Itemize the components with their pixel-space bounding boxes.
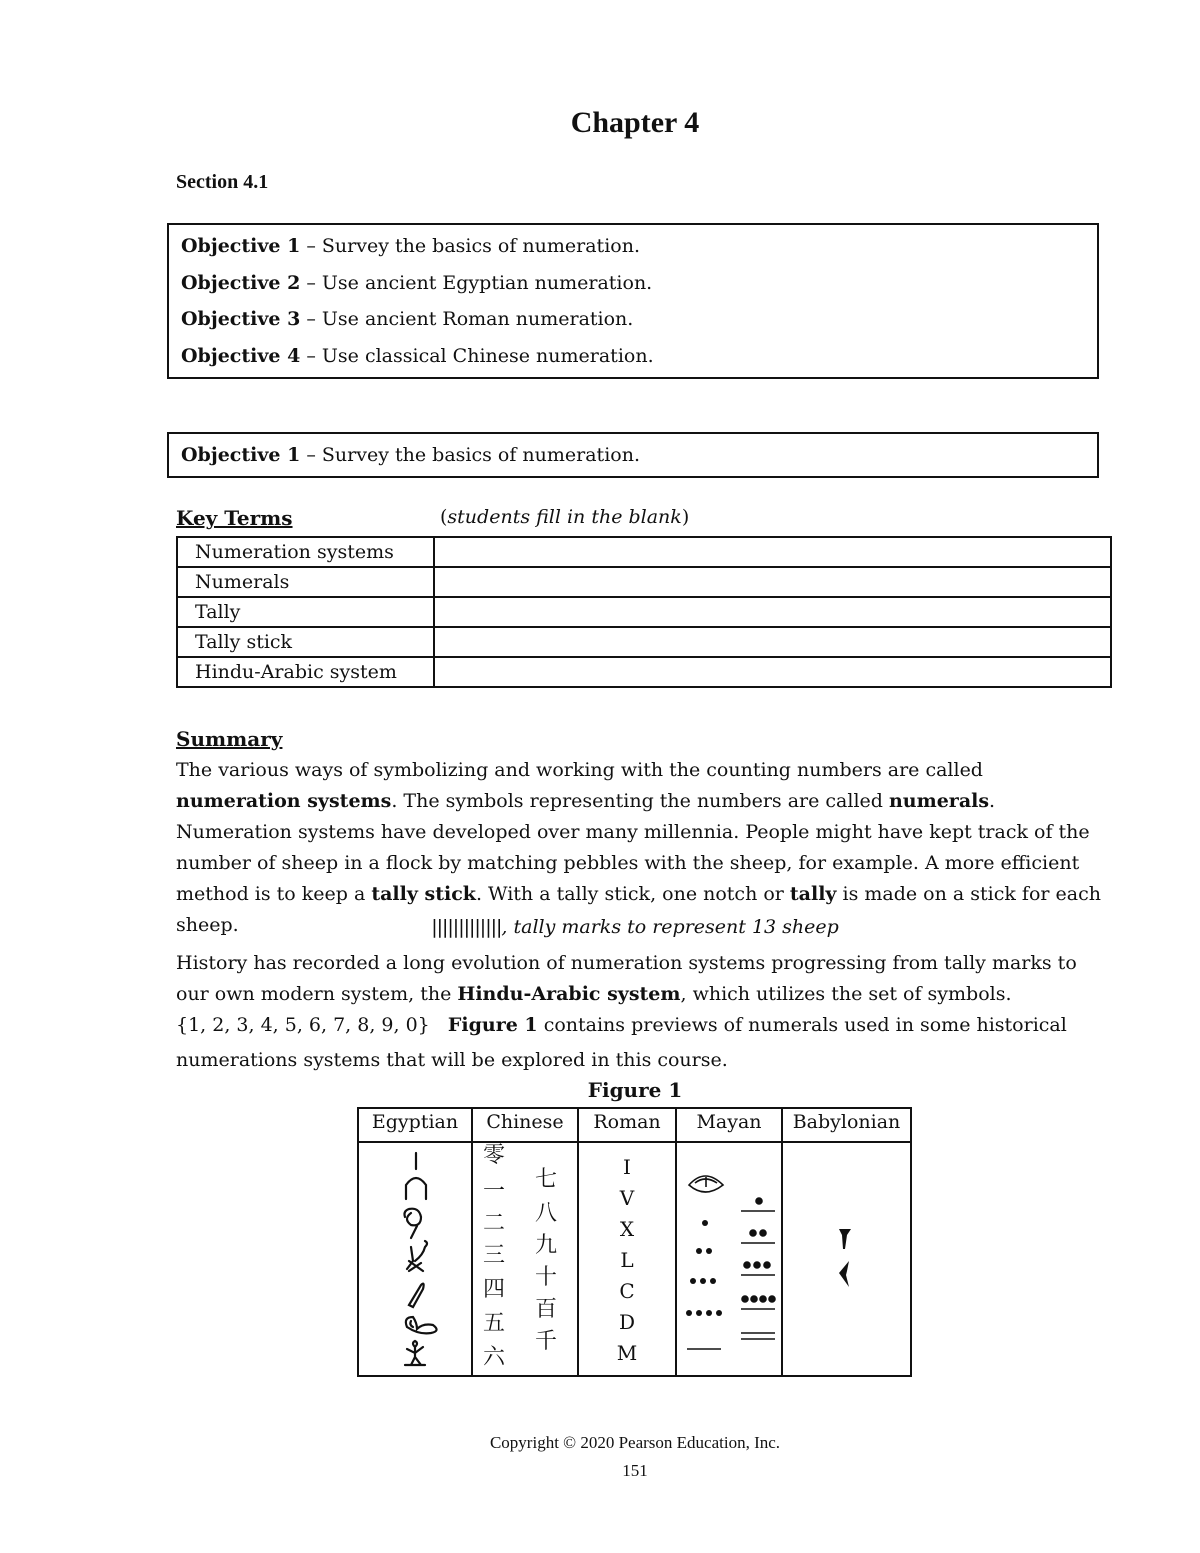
objective-label: Objective 4 [181,344,301,367]
tally-marks: ||||||||||||| [431,916,502,938]
objectives-box [167,223,1099,379]
objective-line [181,268,1085,305]
blank-cell[interactable] [434,627,1111,657]
roman-column [579,1109,677,1375]
heel-bone-icon [406,1178,426,1199]
current-objective-box [167,432,1099,478]
roman-numeral: X [619,1217,635,1241]
chinese-three: 三 [483,1243,506,1268]
three-dot-icon [690,1278,716,1284]
objective-label: Objective 2 [181,271,301,294]
summary-heading: Summary [176,727,283,751]
double-bar-icon [741,1333,775,1339]
shell-icon [689,1176,723,1192]
text-run: . The symbols representing the numbers are called [391,790,889,812]
text-run: . With a tally stick, one notch or [475,883,790,905]
objective-label: Objective 3 [181,308,301,330]
three-dot-bar-icon [741,1262,775,1275]
table-row [177,597,1111,627]
mayan-column [677,1109,783,1375]
table-row [177,627,1111,657]
key-terms-table [176,536,1112,688]
chevron-icon [839,1261,849,1287]
text-run: The various ways of symbolizing and working with the counting numbers are called [176,759,983,781]
objective-line [181,304,1085,341]
chinese-two: 二 [483,1211,506,1236]
blank-cell[interactable] [434,537,1111,567]
mayan-numerals [677,1143,781,1377]
blank-cell[interactable] [434,567,1111,597]
summary-paragraph-2 [176,948,1106,1041]
chapter-title: Chapter 4 [570,106,700,139]
roman-numeral: C [619,1279,635,1303]
kneeling-man-icon [405,1341,425,1365]
objective-label: Objective 1 [181,444,301,466]
table-row [177,537,1111,567]
numeral-figure-table [357,1107,912,1377]
term-cell: Numerals [177,567,434,597]
bold-term: Hindu-Arabic system [457,983,681,1005]
chinese-one: 一 [483,1179,506,1204]
roman-numeral: D [618,1310,636,1334]
roman-numeral: V [619,1186,635,1210]
roman-numeral: L [620,1248,634,1272]
table-row [177,657,1111,687]
key-terms-note [440,506,689,528]
blank-cell[interactable] [434,597,1111,627]
term-cell: Numeration systems [177,537,434,567]
chinese-four: 四 [483,1277,506,1302]
bold-term: tally [789,883,837,905]
text-run: History has recorded a long evolution of numeration systems progressing from tally marks to our own modern system, the [176,952,1077,1005]
bold-term: tally stick [371,883,476,905]
objective-text: – Use ancient Roman numeration. [306,308,634,330]
finger-icon [409,1284,424,1307]
chinese-hundred: 百 [535,1297,558,1322]
term-cell: Hindu-Arabic system [177,657,434,687]
tally-example [0,912,1200,943]
page-number: 151 [622,1461,648,1480]
figure-reference: Figure 1 [447,1014,538,1036]
symbol-set: {1, 2, 3, 4, 5, 6, 7, 8, 9, 0} [176,1014,430,1036]
egyptian-column [359,1109,473,1375]
note-close: ) [681,506,690,528]
column-header: Mayan [696,1111,762,1133]
summary-paragraph-3: numerations systems that will be explored in this course. [176,1049,728,1071]
text-run: is made on a stick for each sheep. [176,883,1101,936]
chinese-thousand: 千 [535,1329,558,1354]
blank-cell[interactable] [434,657,1111,687]
chinese-six: 六 [483,1345,506,1370]
four-dot-icon [686,1310,722,1316]
lotus-icon [407,1241,427,1271]
note-open: ( [440,506,448,528]
egyptian-numerals [359,1143,471,1377]
column-header: Egyptian [371,1111,459,1133]
objective-label: Objective 1 [181,235,301,257]
objective-text: – Survey the basics of numeration. [306,444,640,466]
bold-term: numerals [888,790,990,812]
objective-line [181,440,1085,477]
bold-term: numeration systems [176,790,392,812]
objective-text: – Use classical Chinese numeration. [306,344,654,367]
text-run: . Numeration systems have developed over many millennia. People might have kept track of the number of sheep in a flock by matching pebbles with the sheep, for example. A more efficient method is to keep a [176,790,1090,905]
key-terms-heading: Key Terms [176,506,293,530]
table-row [177,567,1111,597]
column-header: Chinese [486,1111,564,1133]
roman-numeral: I [623,1155,631,1179]
objective-line [181,341,1085,378]
coil-rope-icon [405,1209,422,1238]
term-cell: Tally stick [177,627,434,657]
chinese-ten: 十 [535,1265,558,1290]
chinese-eight: 八 [535,1201,558,1226]
chinese-nine: 九 [535,1233,558,1258]
text-run: contains previews of numerals used in some historical [537,1014,1067,1036]
column-header: Roman [593,1111,661,1133]
term-cell: Tally [177,597,434,627]
babylonian-column [783,1109,910,1375]
roman-numeral: M [616,1341,638,1365]
chinese-seven: 七 [535,1167,558,1192]
wedge-icon [839,1229,851,1249]
column-header: Babylonian [792,1111,901,1133]
dot-bar-icon [741,1198,775,1211]
objective-line [181,231,1085,268]
text-run: , which utilizes the set of symbols. [680,983,1012,1005]
note-italic: students fill in the blank [447,506,682,528]
objective-text: – Use ancient Egyptian numeration. [306,271,653,294]
figure-title: Figure 1 [587,1078,683,1102]
chinese-five: 五 [483,1311,506,1336]
chinese-column [473,1109,579,1375]
babylonian-numerals [783,1143,910,1377]
two-dot-bar-icon [741,1230,775,1243]
one-dot-icon [702,1220,708,1226]
chinese-zero: 零 [483,1143,506,1168]
four-dot-bar-icon [741,1296,775,1309]
two-dot-icon [696,1248,712,1254]
tally-caption: , tally marks to represent 13 sheep [501,916,839,938]
objective-text: – Survey the basics of numeration. [306,235,640,257]
tadpole-icon [406,1317,437,1333]
section-label: Section 4.1 [176,171,269,193]
copyright: Copyright © 2020 Pearson Education, Inc. [489,1433,781,1452]
